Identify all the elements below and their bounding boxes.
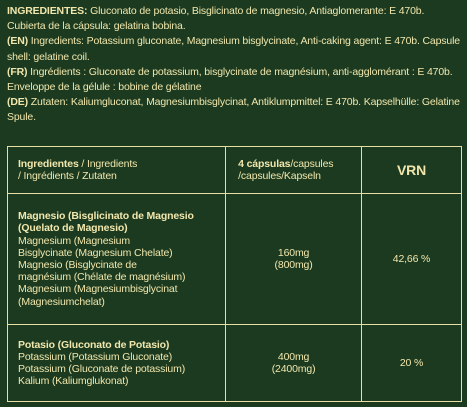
ingredients-fr-text: Ingrédients : Gluconate de potassium, bisglycinate de magnésium, anti-agglomérant : E 470b. Enveloppe de la gélule : bobine de gélatine bbox=[7, 65, 453, 94]
ingredients-fr-label: (FR) bbox=[7, 65, 28, 78]
ingredients-es bbox=[7, 4, 463, 34]
row-magnesium-amount-value: 160mg bbox=[277, 246, 310, 259]
row-magnesium-amount bbox=[226, 194, 362, 325]
row-potassium-title: Potasio (Gluconato de Potasio) bbox=[18, 338, 170, 351]
header-capsules-bold: 4 cápsulas bbox=[238, 157, 291, 170]
ingredients-fr bbox=[7, 65, 463, 95]
row-potassium-line: Kalium (Kaliumglukonat) bbox=[18, 375, 129, 388]
header-ingredients-line2: / Ingrédients / Zutaten bbox=[18, 170, 117, 182]
ingredients-es-text: Gluconato de potasio, Bisglicinato de magnesio, Antiaglomerante: E 470b. Cubierta de la cápsula: gelatina bobina. bbox=[7, 5, 425, 33]
ingredients-en-text: Ingredients: Potassium gluconate, Magnesium bisglycinate, Anti-caking agent: E 470b. Capsule shell: gelatine coil. bbox=[7, 35, 460, 63]
header-capsules bbox=[226, 147, 362, 194]
row-magnesium-vrn: 42,66 % bbox=[362, 194, 462, 325]
row-magnesium-name bbox=[8, 194, 226, 325]
ingredients-es-label: INGREDIENTES: bbox=[7, 5, 88, 17]
row-potassium-amount-value: 400mg bbox=[277, 350, 310, 363]
row-potassium-line: Potassium (Gluconate de potassium) bbox=[18, 363, 186, 375]
table-row bbox=[8, 325, 462, 402]
row-potassium-line: Potassium (Potassium Gluconate) bbox=[18, 350, 173, 363]
table-row bbox=[8, 194, 462, 325]
nutrition-table bbox=[7, 146, 462, 402]
table-header-row bbox=[8, 147, 462, 194]
header-ingredients bbox=[8, 147, 226, 194]
row-magnesium-line: magnésium (Chélate de magnésium) bbox=[18, 271, 186, 284]
header-ingredients-rest: / Ingredients bbox=[78, 157, 138, 170]
row-magnesium-title-1: Magnesio (Bisglicinato de Magnesio bbox=[18, 210, 194, 223]
row-magnesium-line: Bisglycinate (Magnesium Chelate) bbox=[18, 246, 173, 259]
row-potassium-vrn: 20 % bbox=[362, 325, 462, 402]
ingredients-en bbox=[7, 34, 463, 64]
ingredients-de-label: (DE) bbox=[7, 96, 28, 109]
row-magnesium-line: Magnesium (Magnesium bbox=[18, 234, 130, 247]
ingredients-text bbox=[7, 4, 463, 126]
row-magnesium-line: Magnesio (Bisglycinate de bbox=[18, 259, 137, 271]
ingredients-de-text: Zutaten: Kaliumgluconat, Magnesiumbisglycinat, Antiklumpmittel: E 470b. Kapselhülle: Gelatine Spule. bbox=[7, 96, 460, 124]
row-magnesium-line: (Magnesiumchelat) bbox=[18, 295, 105, 308]
header-capsules-line2: /capsules/Kapseln bbox=[238, 170, 321, 182]
row-potassium-amount-sub: (2400mg) bbox=[271, 363, 316, 375]
ingredients-de bbox=[7, 95, 463, 125]
header-vrn: VRN bbox=[362, 147, 462, 194]
row-magnesium-amount-sub: (800mg) bbox=[274, 259, 313, 271]
row-magnesium-line: Magnesium (Magnesiumbisglycinat bbox=[18, 283, 178, 296]
header-capsules-rest: /capsules bbox=[290, 157, 334, 170]
header-ingredients-bold: Ingredientes bbox=[18, 157, 79, 170]
row-potassium-name bbox=[8, 325, 226, 402]
row-potassium-amount bbox=[226, 325, 362, 402]
row-magnesium-title-2: (Quelato de Magnesio) bbox=[18, 222, 128, 235]
ingredients-en-label: (EN) bbox=[7, 35, 28, 48]
